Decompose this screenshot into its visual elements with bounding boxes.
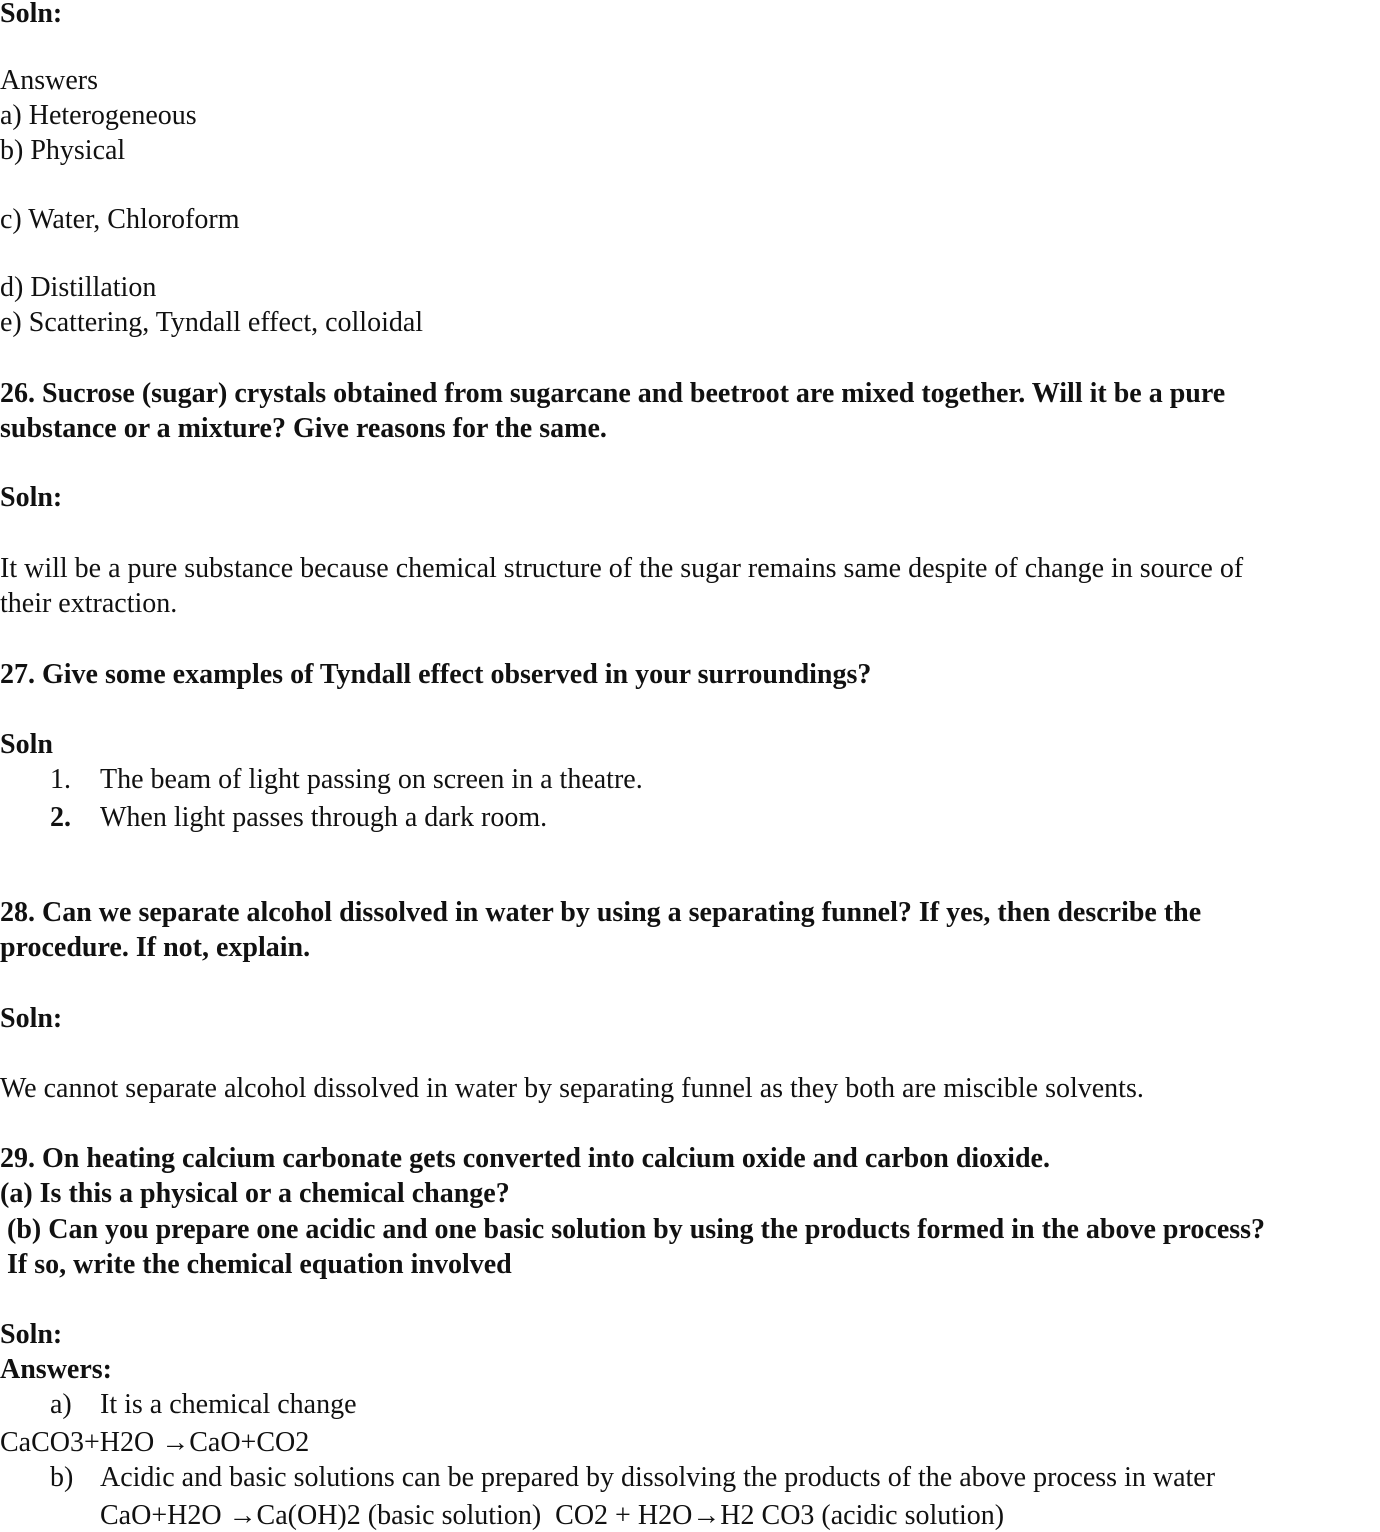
- chemical-equation: CaCO3+H2O →CaO+CO2: [0, 1427, 310, 1458]
- soln-heading: Soln:: [0, 482, 63, 513]
- question-27: 27. Give some examples of Tyndall effect observed in your surroundings?: [0, 659, 872, 690]
- question-29-b: (b) Can you prepare one acidic and one basic solution by using the products formed in the above process?: [0, 1214, 1266, 1245]
- answer-28: We cannot separate alcohol dissolved in water by separating funnel as they both are miscible solvents.: [0, 1073, 1144, 1104]
- answer-d: d) Distillation: [0, 272, 157, 303]
- question-26-cont: substance or a mixture? Give reasons for the same.: [0, 413, 607, 444]
- question-26: 26. Sucrose (sugar) crystals obtained from sugarcane and beetroot are mixed together. Will it be a pure: [0, 378, 1226, 409]
- chemical-equation: CaO+H2O →Ca(OH)2 (basic solution) CO2 + H2O→H2 CO3 (acidic solution): [100, 1500, 1005, 1531]
- soln-heading: Soln:: [0, 1319, 63, 1350]
- answer-26: It will be a pure substance because chemical structure of the sugar remains same despite of change in source of: [0, 553, 1244, 584]
- answers-label: Answers: [0, 65, 98, 96]
- answer-b: b) Physical: [0, 135, 126, 166]
- answer-a: a) Heterogeneous: [0, 100, 197, 131]
- answer-29-b: Acidic and basic solutions can be prepared by dissolving the products of the above process in water: [100, 1462, 1216, 1493]
- list-item-marker: 1.: [50, 764, 71, 795]
- list-item-marker: a): [50, 1389, 72, 1420]
- answer-26-cont: their extraction.: [0, 588, 178, 619]
- answer-e: e) Scattering, Tyndall effect, colloidal: [0, 307, 424, 338]
- answers-label: Answers:: [0, 1354, 112, 1385]
- question-28-cont: procedure. If not, explain.: [0, 932, 311, 963]
- soln-heading: Soln:: [0, 0, 63, 29]
- soln-heading: Soln: [0, 729, 53, 760]
- question-29-a: (a) Is this a physical or a chemical change?: [0, 1178, 510, 1209]
- list-item: When light passes through a dark room.: [100, 802, 548, 833]
- soln-heading: Soln:: [0, 1003, 63, 1034]
- list-item-marker: 2.: [50, 802, 71, 833]
- list-item-marker: b): [50, 1462, 74, 1493]
- answer-c: c) Water, Chloroform: [0, 204, 240, 235]
- question-29: 29. On heating calcium carbonate gets converted into calcium oxide and carbon dioxide.: [0, 1143, 1050, 1174]
- question-29-b-cont: If so, write the chemical equation involved: [0, 1249, 512, 1280]
- list-item: The beam of light passing on screen in a theatre.: [100, 764, 643, 795]
- question-28: 28. Can we separate alcohol dissolved in water by using a separating funnel? If yes, then describe the: [0, 897, 1202, 928]
- answer-29-a: It is a chemical change: [100, 1389, 357, 1420]
